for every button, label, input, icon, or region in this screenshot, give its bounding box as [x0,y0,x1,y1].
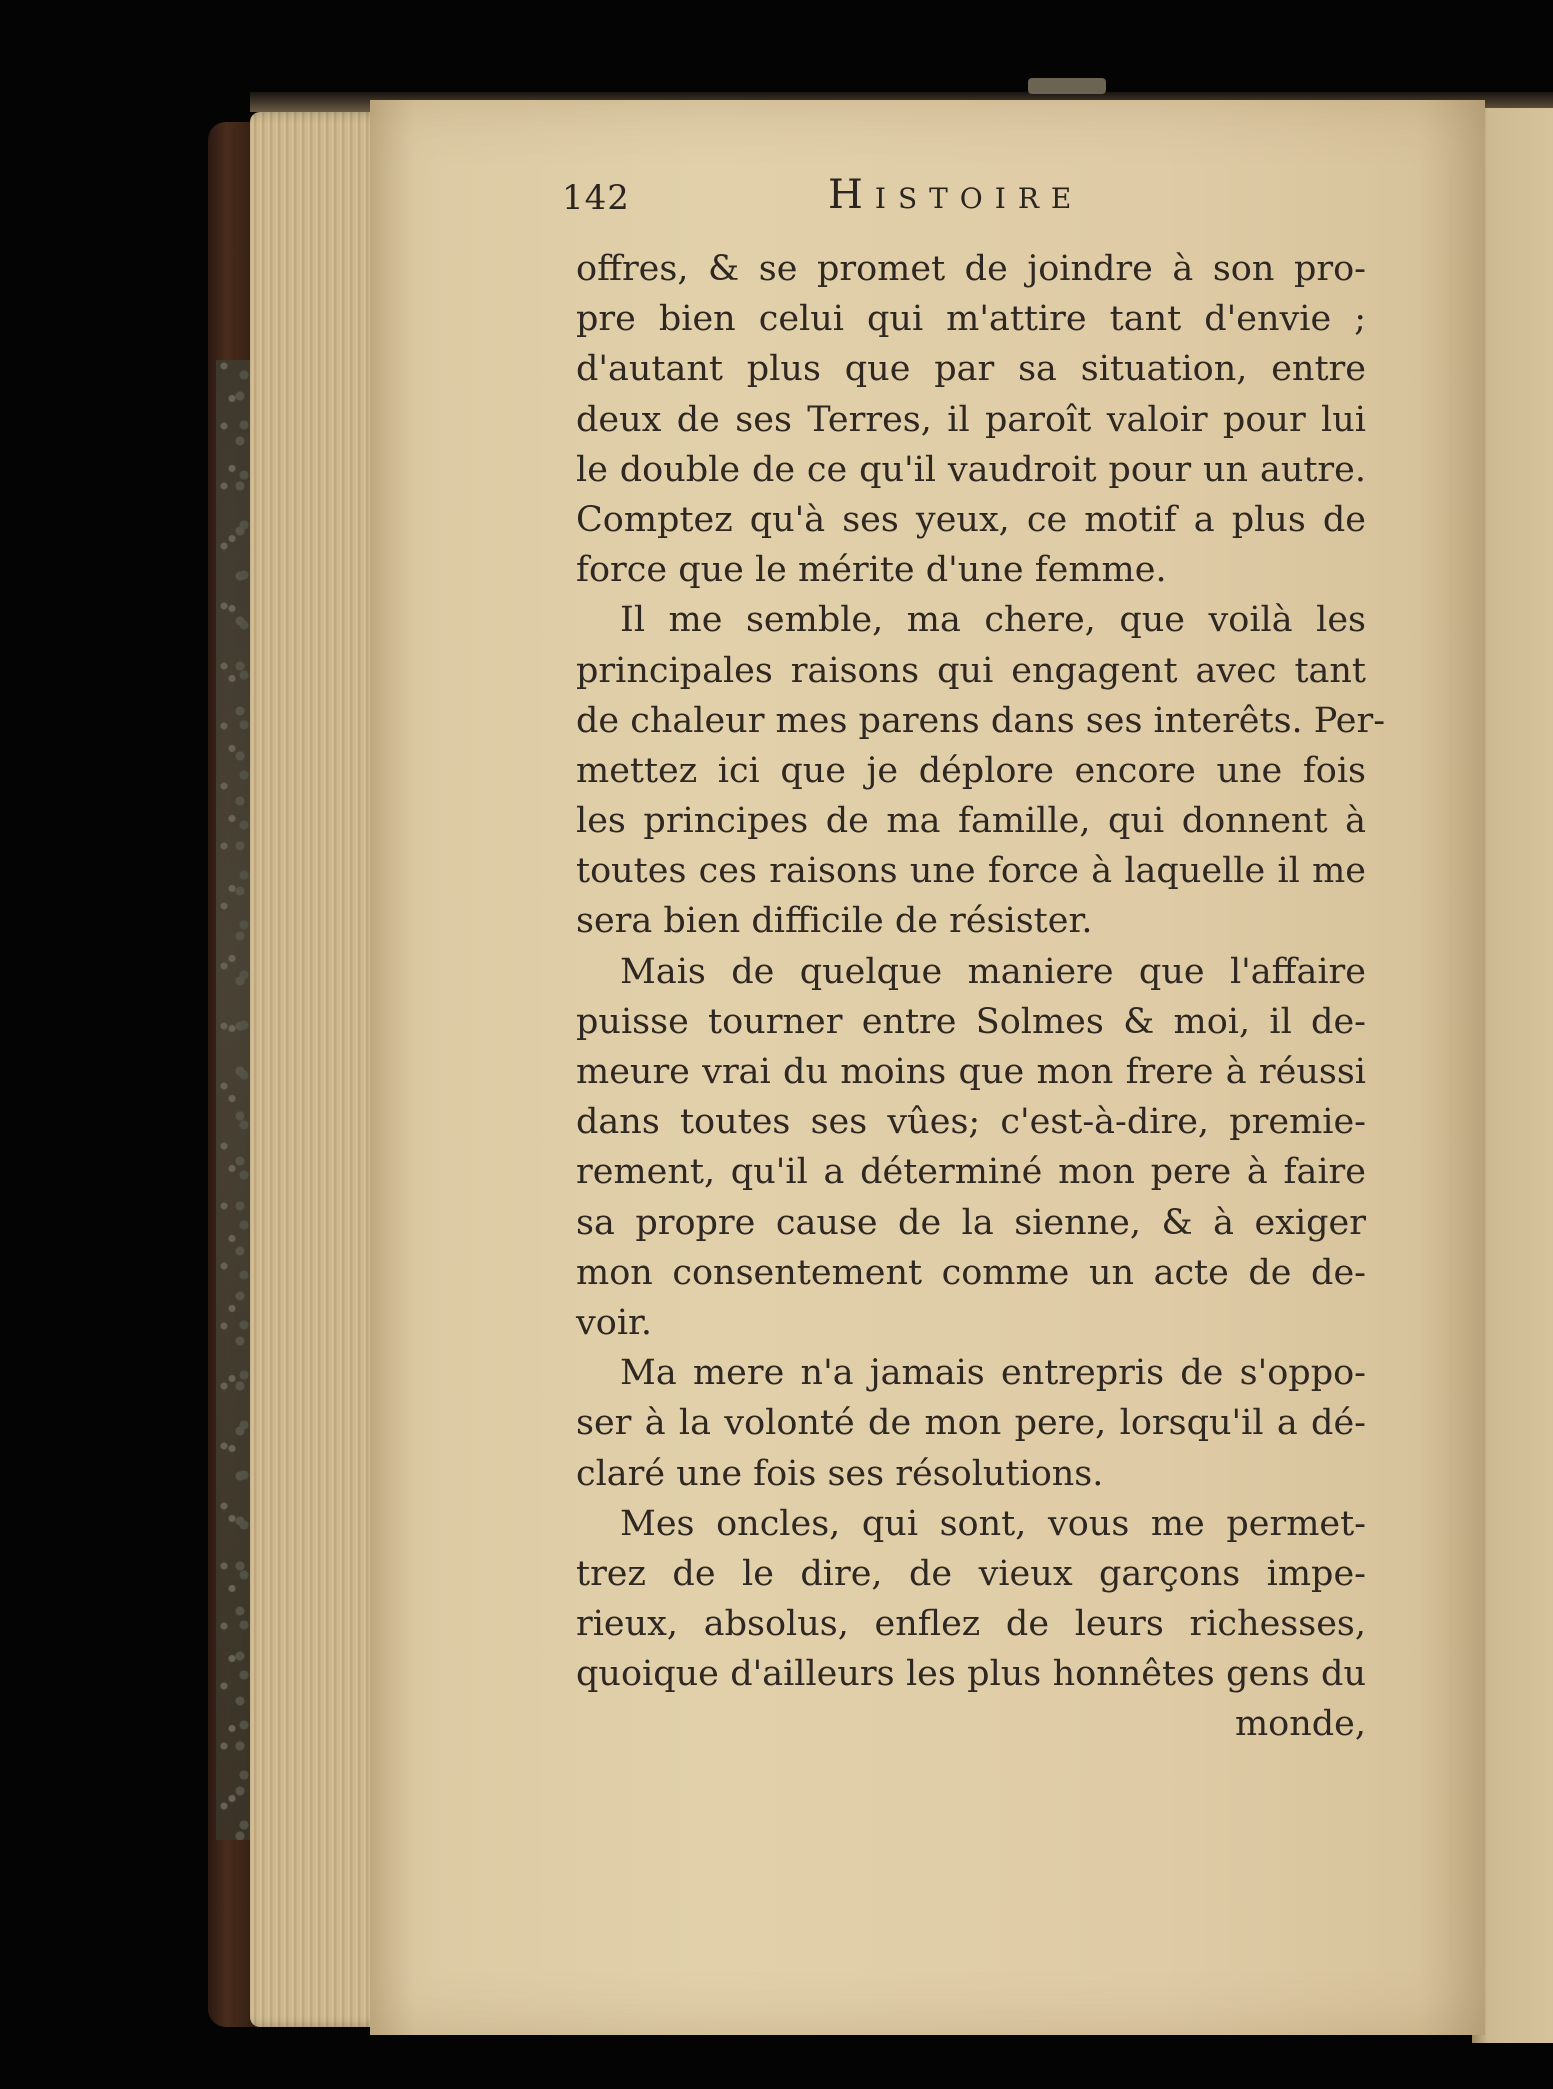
paragraph-start: Mes oncles, qui sont, vous me permet- [620,1503,1366,1544]
text-line: principales raisons qui engagent avec tant [576,650,1366,691]
page-edges [250,112,390,2027]
text-line: sera bien difficile de résister. [576,901,1093,942]
page-number: 142 [562,178,630,218]
text-line: trez de le dire, de vieux garçons impe- [576,1553,1366,1594]
text-line: d'autant plus que par sa situation, entre [576,349,1366,390]
paragraph-start: Ma mere n'a jamais entrepris de s'oppo- [620,1353,1366,1394]
text-line: voir. [576,1302,653,1343]
page-body [576,244,1386,1750]
paragraph-start: Mais de quelque maniere que l'affaire [620,951,1366,992]
text-line: deux de ses Terres, il paroît valoir pour lui [576,399,1366,440]
text-line: mon consentement comme un acte de de- [576,1252,1366,1293]
text-line: dans toutes ses vûes; c'est-à-dire, premie- [576,1102,1366,1143]
text-line: ser à la volonté de mon pere, lorsqu'il a dé- [576,1403,1366,1444]
text-line: mettez ici que je déplore encore une fois [576,750,1366,791]
text-line: quoique d'ailleurs les plus honnêtes gens du [576,1654,1366,1695]
text-line: puisse tourner entre Solmes & moi, il de- [576,1001,1366,1042]
paragraph-start: Il me semble, ma chere, que voilà les [620,600,1366,641]
text-line: pre bien celui qui m'attire tant d'envie ; [576,299,1366,340]
text-line: de chaleur mes parens dans ses interêts. Per- [576,700,1386,741]
text-line: toutes ces raisons une force à laquelle il me [576,851,1366,892]
text-line: claré une fois ses résolutions. [576,1453,1104,1494]
book-clasp [1028,78,1106,94]
text-line: meure vrai du moins que mon frere à réussi [576,1052,1366,1092]
running-title: Histoire [828,172,1084,218]
catchword: monde, [1234,1704,1366,1745]
text-line: Comptez qu'à ses yeux, ce motif a plus de [576,499,1366,540]
text-line: rement, qu'il a déterminé mon pere à faire [576,1152,1366,1193]
running-head [562,172,1362,232]
text-line: rieux, absolus, enflez de leurs richesses, [576,1604,1366,1645]
text-line: force que le mérite d'une femme. [576,550,1167,591]
text-line: les principes de ma famille, qui donnent à [576,801,1366,842]
text-line: le double de ce qu'il vaudroit pour un autre. [576,449,1366,490]
text-line: offres, & se promet de joindre à son pro- [576,249,1366,289]
text-line: sa propre cause de la sienne, & à exiger [576,1202,1366,1243]
